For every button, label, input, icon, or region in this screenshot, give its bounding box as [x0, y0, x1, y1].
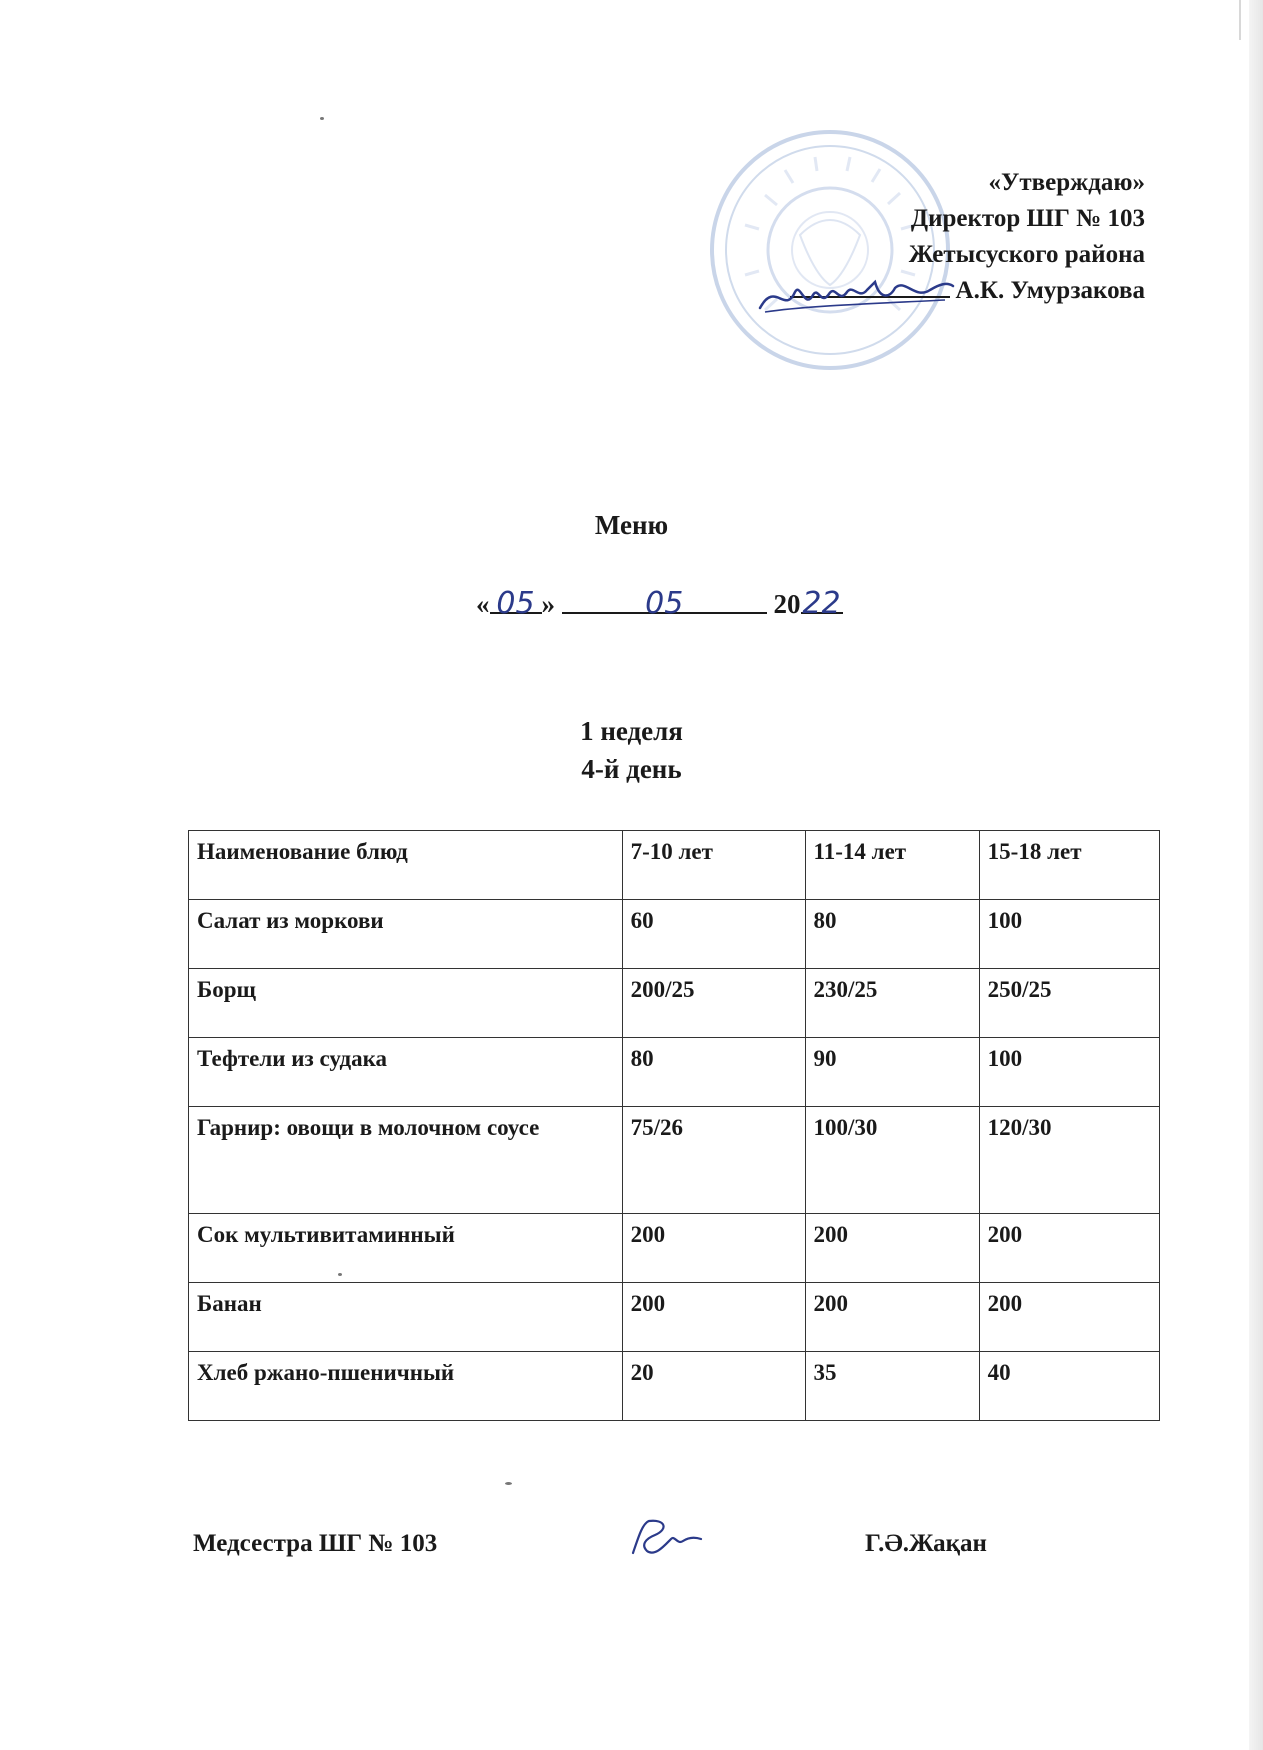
table-row: [189, 1214, 1160, 1283]
portion-7-10: 200: [622, 1283, 805, 1352]
portion-11-14: 200: [805, 1283, 979, 1352]
table-row: [189, 1107, 1160, 1214]
table-header-row: [189, 831, 1160, 900]
portion-11-14: 80: [805, 900, 979, 969]
dish-name: Банан: [189, 1283, 623, 1352]
page-edge: [1249, 0, 1263, 1750]
week-block: [0, 712, 1263, 788]
week-label: 1 неделя: [580, 716, 683, 746]
table-row: [189, 969, 1160, 1038]
portion-15-18: 100: [979, 1038, 1159, 1107]
portion-15-18: 200: [979, 1283, 1159, 1352]
portion-15-18: 250/25: [979, 969, 1159, 1038]
dish-name: Тефтели из судака: [189, 1038, 623, 1107]
portion-7-10: 75/26: [622, 1107, 805, 1214]
portion-11-14: 100/30: [805, 1107, 979, 1214]
portion-7-10: 80: [622, 1038, 805, 1107]
director-signature: [755, 270, 955, 320]
approval-position: Директор ШГ № 103: [910, 205, 1145, 232]
portion-11-14: 200: [805, 1214, 979, 1283]
approval-district: Жетысуского района: [908, 241, 1145, 268]
scan-speck: [320, 117, 324, 120]
approval-heading: «Утверждаю»: [988, 169, 1145, 196]
table-row: [189, 1283, 1160, 1352]
date-day: 05: [490, 586, 542, 614]
portion-7-10: 200/25: [622, 969, 805, 1038]
portion-11-14: 35: [805, 1352, 979, 1421]
table-row: [189, 900, 1160, 969]
header-age-7-10: 7-10 лет: [622, 831, 805, 900]
menu-table: [188, 830, 1160, 1421]
portion-15-18: 100: [979, 900, 1159, 969]
portion-7-10: 60: [622, 900, 805, 969]
dish-name: Хлеб ржано-пшеничный: [189, 1352, 623, 1421]
date-year-prefix: 20: [773, 589, 801, 619]
date-open-quote: «: [476, 589, 490, 619]
document-title: Меню: [594, 510, 669, 540]
date-close-quote: »: [541, 589, 555, 619]
scan-artifact: [1239, 0, 1241, 40]
day-label: 4-й день: [581, 754, 682, 784]
portion-7-10: 20: [622, 1352, 805, 1421]
dish-name: Борщ: [189, 969, 623, 1038]
dish-name: Гарнир: овощи в молочном соусе: [189, 1107, 623, 1214]
nurse-label: Медсестра ШГ № 103: [193, 1530, 438, 1557]
table-row: [189, 1352, 1160, 1421]
date-line: [476, 586, 843, 620]
scan-speck: [505, 1482, 512, 1485]
portion-15-18: 120/30: [979, 1107, 1159, 1214]
director-name: А.К. Умурзакова: [955, 277, 1145, 304]
scan-speck: [338, 1273, 342, 1276]
portion-11-14: 230/25: [805, 969, 979, 1038]
date-year-suffix: 22: [802, 586, 841, 621]
portion-11-14: 90: [805, 1038, 979, 1107]
portion-7-10: 200: [622, 1214, 805, 1283]
table-row: [189, 1038, 1160, 1107]
dish-name: Салат из моркови: [189, 900, 623, 969]
dish-name: Сок мультивитаминный: [189, 1214, 623, 1283]
portion-15-18: 40: [979, 1352, 1159, 1421]
header-age-15-18: 15-18 лет: [979, 831, 1159, 900]
nurse-name: Г.Ә.Жақан: [865, 1530, 987, 1557]
nurse-signature: [625, 1515, 705, 1560]
header-dish-name: Наименование блюд: [189, 831, 623, 900]
date-month: 05: [562, 586, 767, 614]
header-age-11-14: 11-14 лет: [805, 831, 979, 900]
portion-15-18: 200: [979, 1214, 1159, 1283]
